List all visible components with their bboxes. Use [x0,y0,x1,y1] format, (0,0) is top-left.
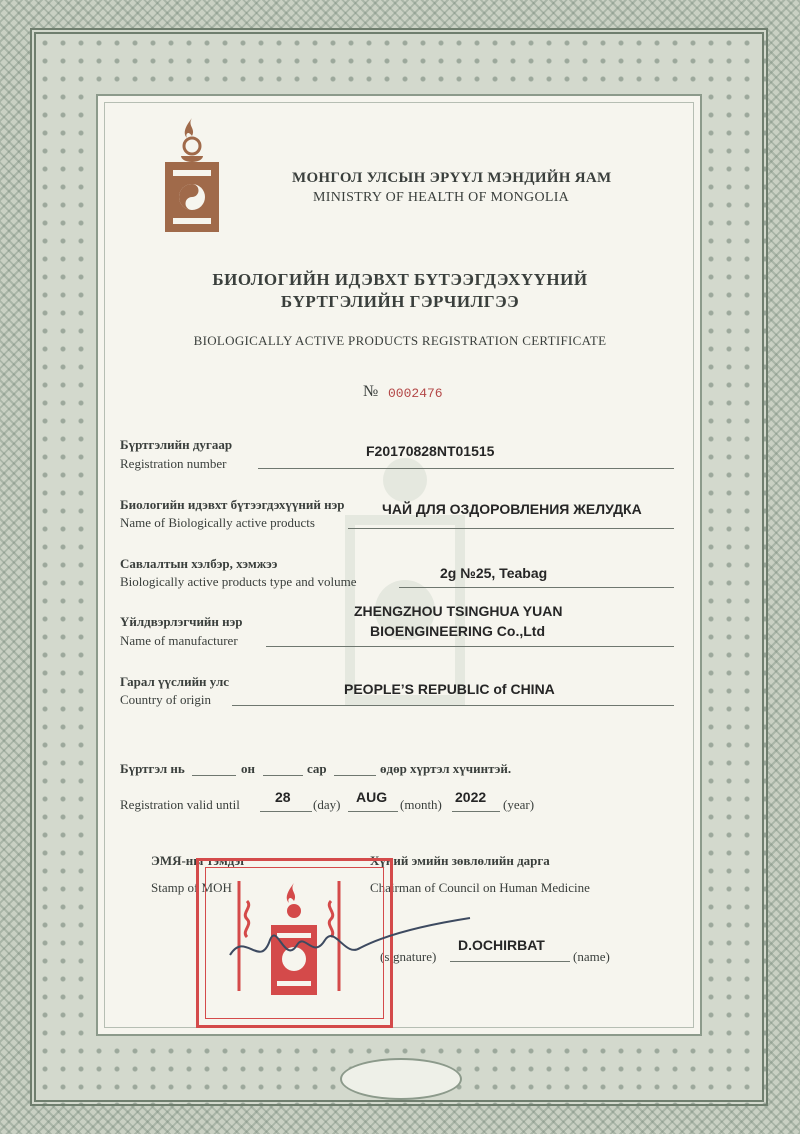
validity-year-label: (year) [503,797,535,812]
registration-number-label-en: Registration number [120,456,227,471]
type-volume-line [399,587,674,588]
stamp-label-en: Stamp of MOH [151,880,232,895]
validity-label-en: Registration valid until [120,797,240,812]
chairman-name-value: D.OCHIRBAT [458,937,545,953]
soyombo-emblem-icon [163,116,221,234]
validity-day-value: 28 [275,789,291,805]
product-name-label-en: Name of Biologically active products [120,515,315,530]
chairman-label-en: Chairman of Council on Human Medicine [370,880,590,895]
validity-label-mn-end: өдөр хүртэл хүчинтэй. [380,761,512,776]
manufacturer-label-mn: Үйлдвэрлэгчийн нэр [120,614,243,629]
validity-label-mn-month: сар [307,761,327,776]
certificate-title-mn-line2: БҮРТГЭЛИЙН ГЭРЧИЛГЭЭ [280,292,520,311]
validity-day-blank [334,775,376,776]
country-value: PEOPLE’S REPUBLIC of CHINA [344,681,555,697]
product-name-value: ЧАЙ ДЛЯ ОЗДОРОВЛЕНИЯ ЖЕЛУДКА [382,501,642,517]
ministry-name-en: MINISTRY OF HEALTH OF MONGOLIA [313,190,570,205]
product-name-line [348,528,674,529]
validity-label-mn-start: Бүртгэл нь [120,761,185,776]
signature-label: (signature) [380,949,437,964]
manufacturer-value-line2: BIOENGINEERING Co.,Ltd [370,623,545,639]
type-volume-label-en: Biologically active products type and volume [120,574,357,589]
seal-oval [340,1058,462,1100]
manufacturer-line [266,646,674,647]
validity-day-label: (day) [313,797,341,812]
validity-month-line [348,811,398,812]
registration-number-label-mn: Бүртгэлийн дугаар [120,437,233,452]
country-line [232,705,674,706]
certificate-number: 0002476 [388,386,443,401]
manufacturer-value-line1: ZHENGZHOU TSINGHUA YUAN [354,603,563,619]
type-volume-value: 2g №25, Teabag [440,565,548,581]
validity-year-blank [192,775,236,776]
country-label-mn: Гарал үүслийн улс [120,674,230,689]
validity-month-value: AUG [356,789,388,805]
country-label-en: Country of origin [120,692,211,707]
certificate-title-mn-line1: БИОЛОГИЙН ИДЭВХТ БҮТЭЭГДЭХҮҮНИЙ [212,270,588,289]
validity-label-mn-year: он [241,761,255,776]
product-name-label-mn: Биологийн идэвхт бүтээгдэхүүний нэр [120,497,345,512]
certificate-title-en: BIOLOGICALLY ACTIVE PRODUCTS REGISTRATION CERTIFICATE [193,333,607,348]
registration-number-value: F20170828NT01515 [366,443,495,459]
validity-year-line [452,811,500,812]
stamp-label-mn: ЭМЯ-ны тэмдэг [151,853,247,868]
validity-month-label: (month) [400,797,442,812]
number-symbol: № [363,383,379,400]
validity-day-line [260,811,312,812]
manufacturer-label-en: Name of manufacturer [120,633,238,648]
validity-year-value: 2022 [455,789,487,805]
registration-number-line [258,468,674,469]
type-volume-label-mn: Савлалтын хэлбэр, хэмжээ [120,556,278,571]
chairman-label-mn: Хүний эмийн зөвлөлийн дарга [370,853,550,868]
validity-month-blank [263,775,303,776]
handwritten-signature-icon [225,910,475,990]
ministry-name-mn: МОНГОЛ УЛСЫН ЭРҮҮЛ МЭНДИЙН ЯАМ [292,170,612,186]
name-label: (name) [573,949,610,964]
